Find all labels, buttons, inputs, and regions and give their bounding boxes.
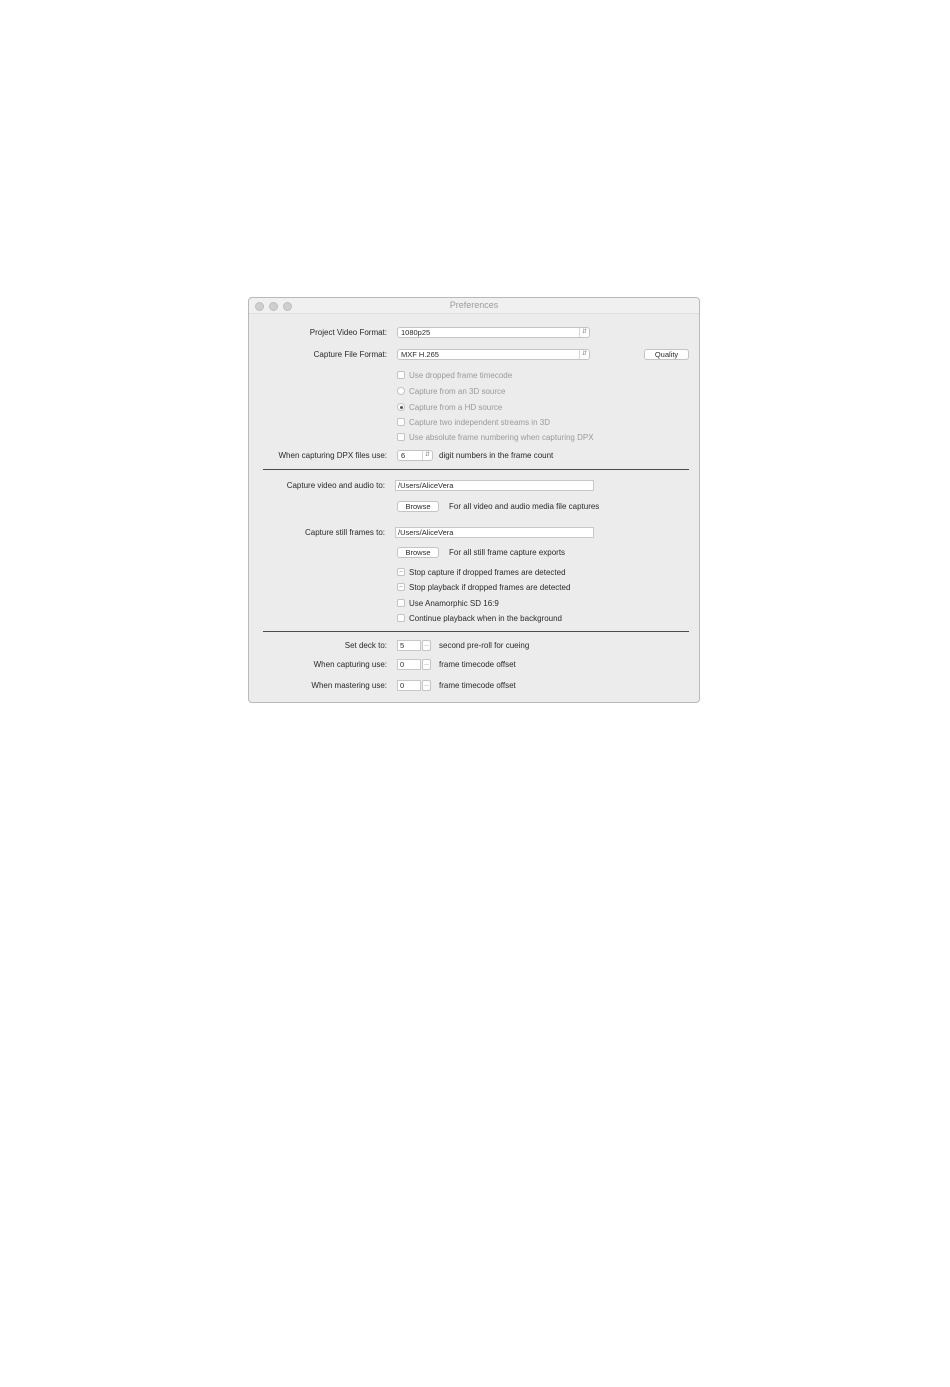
set-deck-label: Set deck to:	[344, 641, 387, 650]
two-streams-3d-label: Capture two independent streams in 3D	[409, 418, 550, 427]
mastering-offset-suffix: frame timecode offset	[439, 681, 516, 690]
section-divider	[263, 631, 689, 632]
checkbox-mixed[interactable]: –	[397, 583, 405, 591]
quality-button[interactable]: Quality	[644, 349, 689, 360]
checkbox[interactable]	[397, 371, 405, 379]
capture-still-frames-path-value: /Users/AliceVera	[398, 528, 454, 537]
chevron-updown-icon: ⇵	[579, 328, 589, 337]
chevron-updown-icon: ⇵	[422, 451, 432, 460]
browse-still-frames-button[interactable]: Browse	[397, 547, 439, 558]
capture-3d-source-label: Capture from an 3D source	[409, 387, 506, 396]
title-bar	[249, 298, 699, 314]
capture-file-format-popup[interactable]	[397, 349, 590, 360]
capture-still-frames-path-field[interactable]	[395, 527, 594, 538]
browse-video-audio-button[interactable]: Browse	[397, 501, 439, 512]
mastering-offset-stepper[interactable]	[422, 680, 431, 691]
capture-video-audio-path-value: /Users/AliceVera	[398, 481, 454, 490]
video-audio-description: For all video and audio media file captures	[449, 502, 600, 511]
capture-still-frames-label: Capture still frames to:	[304, 528, 385, 537]
checkbox[interactable]	[397, 418, 405, 426]
capturing-offset-field[interactable]	[397, 659, 421, 670]
checkbox[interactable]	[397, 614, 405, 622]
mastering-offset-label: When mastering use:	[311, 681, 387, 690]
absolute-frame-numbering-label: Use absolute frame numbering when capturing DPX	[409, 433, 594, 442]
capturing-offset-label: When capturing use:	[313, 660, 387, 669]
dpx-digits-value: 6	[401, 451, 406, 460]
capturing-offset-suffix: frame timecode offset	[439, 660, 516, 669]
preferences-window	[248, 297, 700, 703]
project-video-format-value: 1080p25	[401, 328, 431, 337]
mastering-offset-field[interactable]	[397, 680, 421, 691]
capture-file-format-label: Capture File Format:	[313, 350, 387, 359]
set-deck-stepper[interactable]	[422, 640, 431, 651]
capture-video-audio-label: Capture video and audio to:	[286, 481, 385, 490]
background-playback-label: Continue playback when in the background	[409, 614, 562, 623]
radio-button-selected[interactable]	[397, 403, 405, 411]
capturing-offset-stepper[interactable]	[422, 659, 431, 670]
checkbox[interactable]	[397, 599, 405, 607]
capture-hd-source-label: Capture from a HD source	[409, 403, 503, 412]
set-deck-value: 5	[400, 641, 405, 650]
mastering-offset-value: 0	[400, 681, 405, 690]
dpx-digits-popup[interactable]	[397, 450, 433, 461]
set-deck-suffix: second pre-roll for cueing	[439, 641, 530, 650]
capture-video-audio-path-field[interactable]	[395, 480, 594, 491]
window-title: Preferences	[449, 300, 499, 310]
stop-capture-dropped-label: Stop capture if dropped frames are detected	[409, 568, 566, 577]
chevron-updown-icon: ⇵	[579, 350, 589, 359]
set-deck-field[interactable]	[397, 640, 421, 651]
still-frames-description: For all still frame capture exports	[449, 548, 566, 557]
checkbox-mixed[interactable]: –	[397, 568, 405, 576]
capturing-offset-value: 0	[400, 660, 405, 669]
stop-playback-dropped-label: Stop playback if dropped frames are detected	[409, 583, 571, 592]
radio-button[interactable]	[397, 387, 405, 395]
capture-file-format-value: MXF H.265	[401, 350, 439, 359]
section-divider	[263, 469, 689, 470]
anamorphic-label: Use Anamorphic SD 16:9	[409, 599, 499, 608]
dropped-frame-timecode-label: Use dropped frame timecode	[409, 371, 513, 380]
dpx-digits-label: When capturing DPX files use:	[278, 451, 387, 460]
dpx-digits-suffix: digit numbers in the frame count	[439, 451, 554, 460]
project-video-format-popup[interactable]	[397, 327, 590, 338]
checkbox[interactable]	[397, 433, 405, 441]
project-video-format-label: Project Video Format:	[309, 328, 387, 337]
